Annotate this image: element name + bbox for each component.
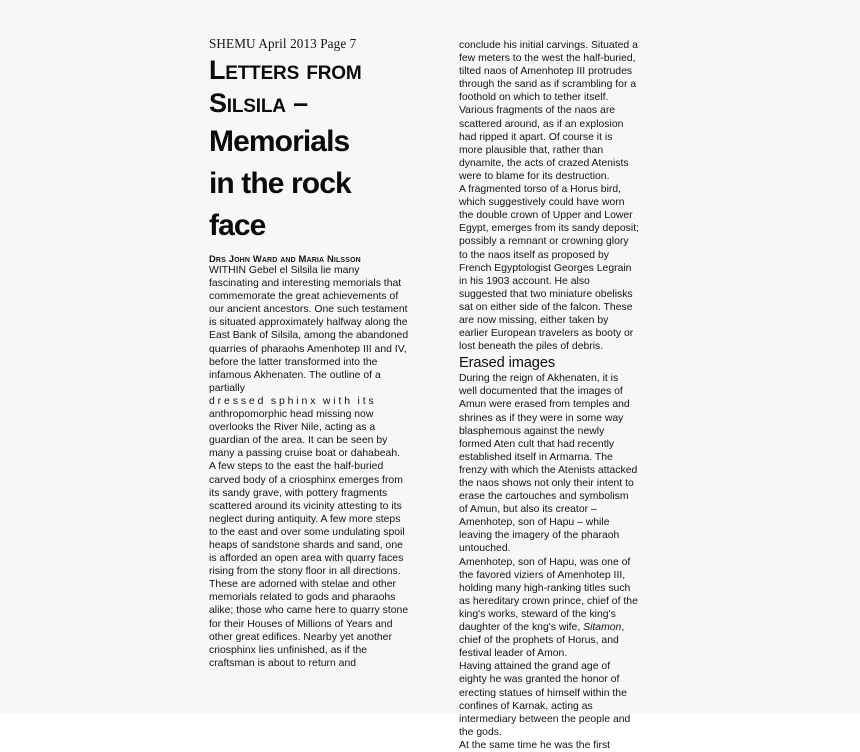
- headline-line-3: Memorials: [209, 125, 350, 158]
- paragraph: A fragmented torso of a Horus bird, which suggestively could have worn the double crown of Upper and Lower Egypt, emerges from its sandy deposit; possibly a remnant or crowning glory to the naos itself as proposed by French Egyptologist Georges Legrain in his 1903 account. He also suggested that two miniature obelisks sat on either side of the falcon. These are now missing, either taken by earlier European travelers as booty or lost beneath the piles of debris.: [459, 184, 639, 353]
- paragraph: conclude his initial carvings. Situated a few meters to the west the half-buried, tilted naos of Amenhotep III protrudes through the sand as if scrambling for a foothold on which to tether itself. Various fragments of the naos are scattered around, as if an explosion had ripped it apart. Of course it is more plausible that, rather than dynamite, the acts of crazed Atenists were to blame for its destruction.: [459, 40, 638, 182]
- right-column-body-2: [459, 372, 639, 752]
- headline-line-5: face: [209, 209, 266, 242]
- paragraph: Having attained the grand age of eighty he was granted the honor of erecting statues of himself within the confines of Karnak, acting as intermediary between the people and the gods.: [459, 661, 631, 738]
- italic-name-sitamon: Sitamon: [583, 622, 622, 634]
- paragraph: During the reign of Akhenaten, it is well documented that the images of Amun were erased from temples and shrines as if they were in some way blasphemous against the newly formed Aten cult that had recently established itself in Armarna. The frenzy with which the Atenists attacked the naos shows not only their intent to erase the cartouches and symbolism of Amun, but also its creator – Amenhotep, son of Hapu – while leaving the imagery of the pharaoh untouched.: [459, 373, 638, 555]
- article-headline: [209, 54, 409, 246]
- paragraph-with-italic: [459, 556, 639, 661]
- headline-line-4: in the rock: [209, 167, 351, 200]
- paragraph: anthropomorphic head missing now overlooks the River Nile, acting as a guardian of the area. It can be seen by many a passing cruise boat or dahabeah.: [209, 409, 401, 460]
- paragraph-text-a: Amenhotep, son of Hapu, was one of the favored viziers of Amenhotep III, holding many high-ranking titles such as hereditary crown prince, chief of the king's works, steward of the king's daughter of the kng's wife,: [459, 556, 638, 634]
- right-column-body: [459, 39, 639, 353]
- paragraph-letterspaced: [209, 395, 409, 408]
- left-column-body: [209, 264, 409, 670]
- left-column: [209, 54, 409, 670]
- section-subheading: Erased images: [459, 355, 556, 372]
- right-column: [459, 39, 639, 752]
- paragraph: WITHIN Gebel el Silsila lie many fascinating and interesting memorials that commemorate the great achievements of our ancient ancestors. One such testament is situated approximately halfway along the East Bank of Silsila, among the abandoned quarries of pharaohs Amenhotep III and IV, before the latter transformed into the infamous Akhenaten. The outline of a partially: [209, 265, 409, 394]
- headline-line-2: Silsila –: [209, 88, 308, 118]
- masthead-line: SHEMU April 2013 Page 7: [209, 36, 357, 51]
- headline-line-1: Letters from: [209, 55, 362, 85]
- article-byline: Drs John Ward and Maria Nilsson: [209, 253, 361, 264]
- paragraph: At the same time he was the first: [459, 739, 611, 751]
- spaced-text: dressed sphinx with its: [209, 395, 377, 407]
- paragraph: A few steps to the east the half-buried carved body of a criosphinx emerges from its sandy grave, with pottery fragments scattered around its vicinity attesting to its neglect during antiquity. A few more steps to the east and over some undulating spoil heaps of sandstone shards and sand, one is afforded an open area with quarry faces rising from the stony floor in all directions. These are adorned with stelae and other memorials related to gods and pharaohs alike; those who came here to quarry stone for their Houses of Millions of Years and other great edifices. Nearby yet another criosphinx lies unfinished, as if the craftsman is about to return and: [209, 461, 409, 669]
- paragraph-text-b: , chief of the prophets of Horus, and festival leader of Amon.: [459, 622, 625, 660]
